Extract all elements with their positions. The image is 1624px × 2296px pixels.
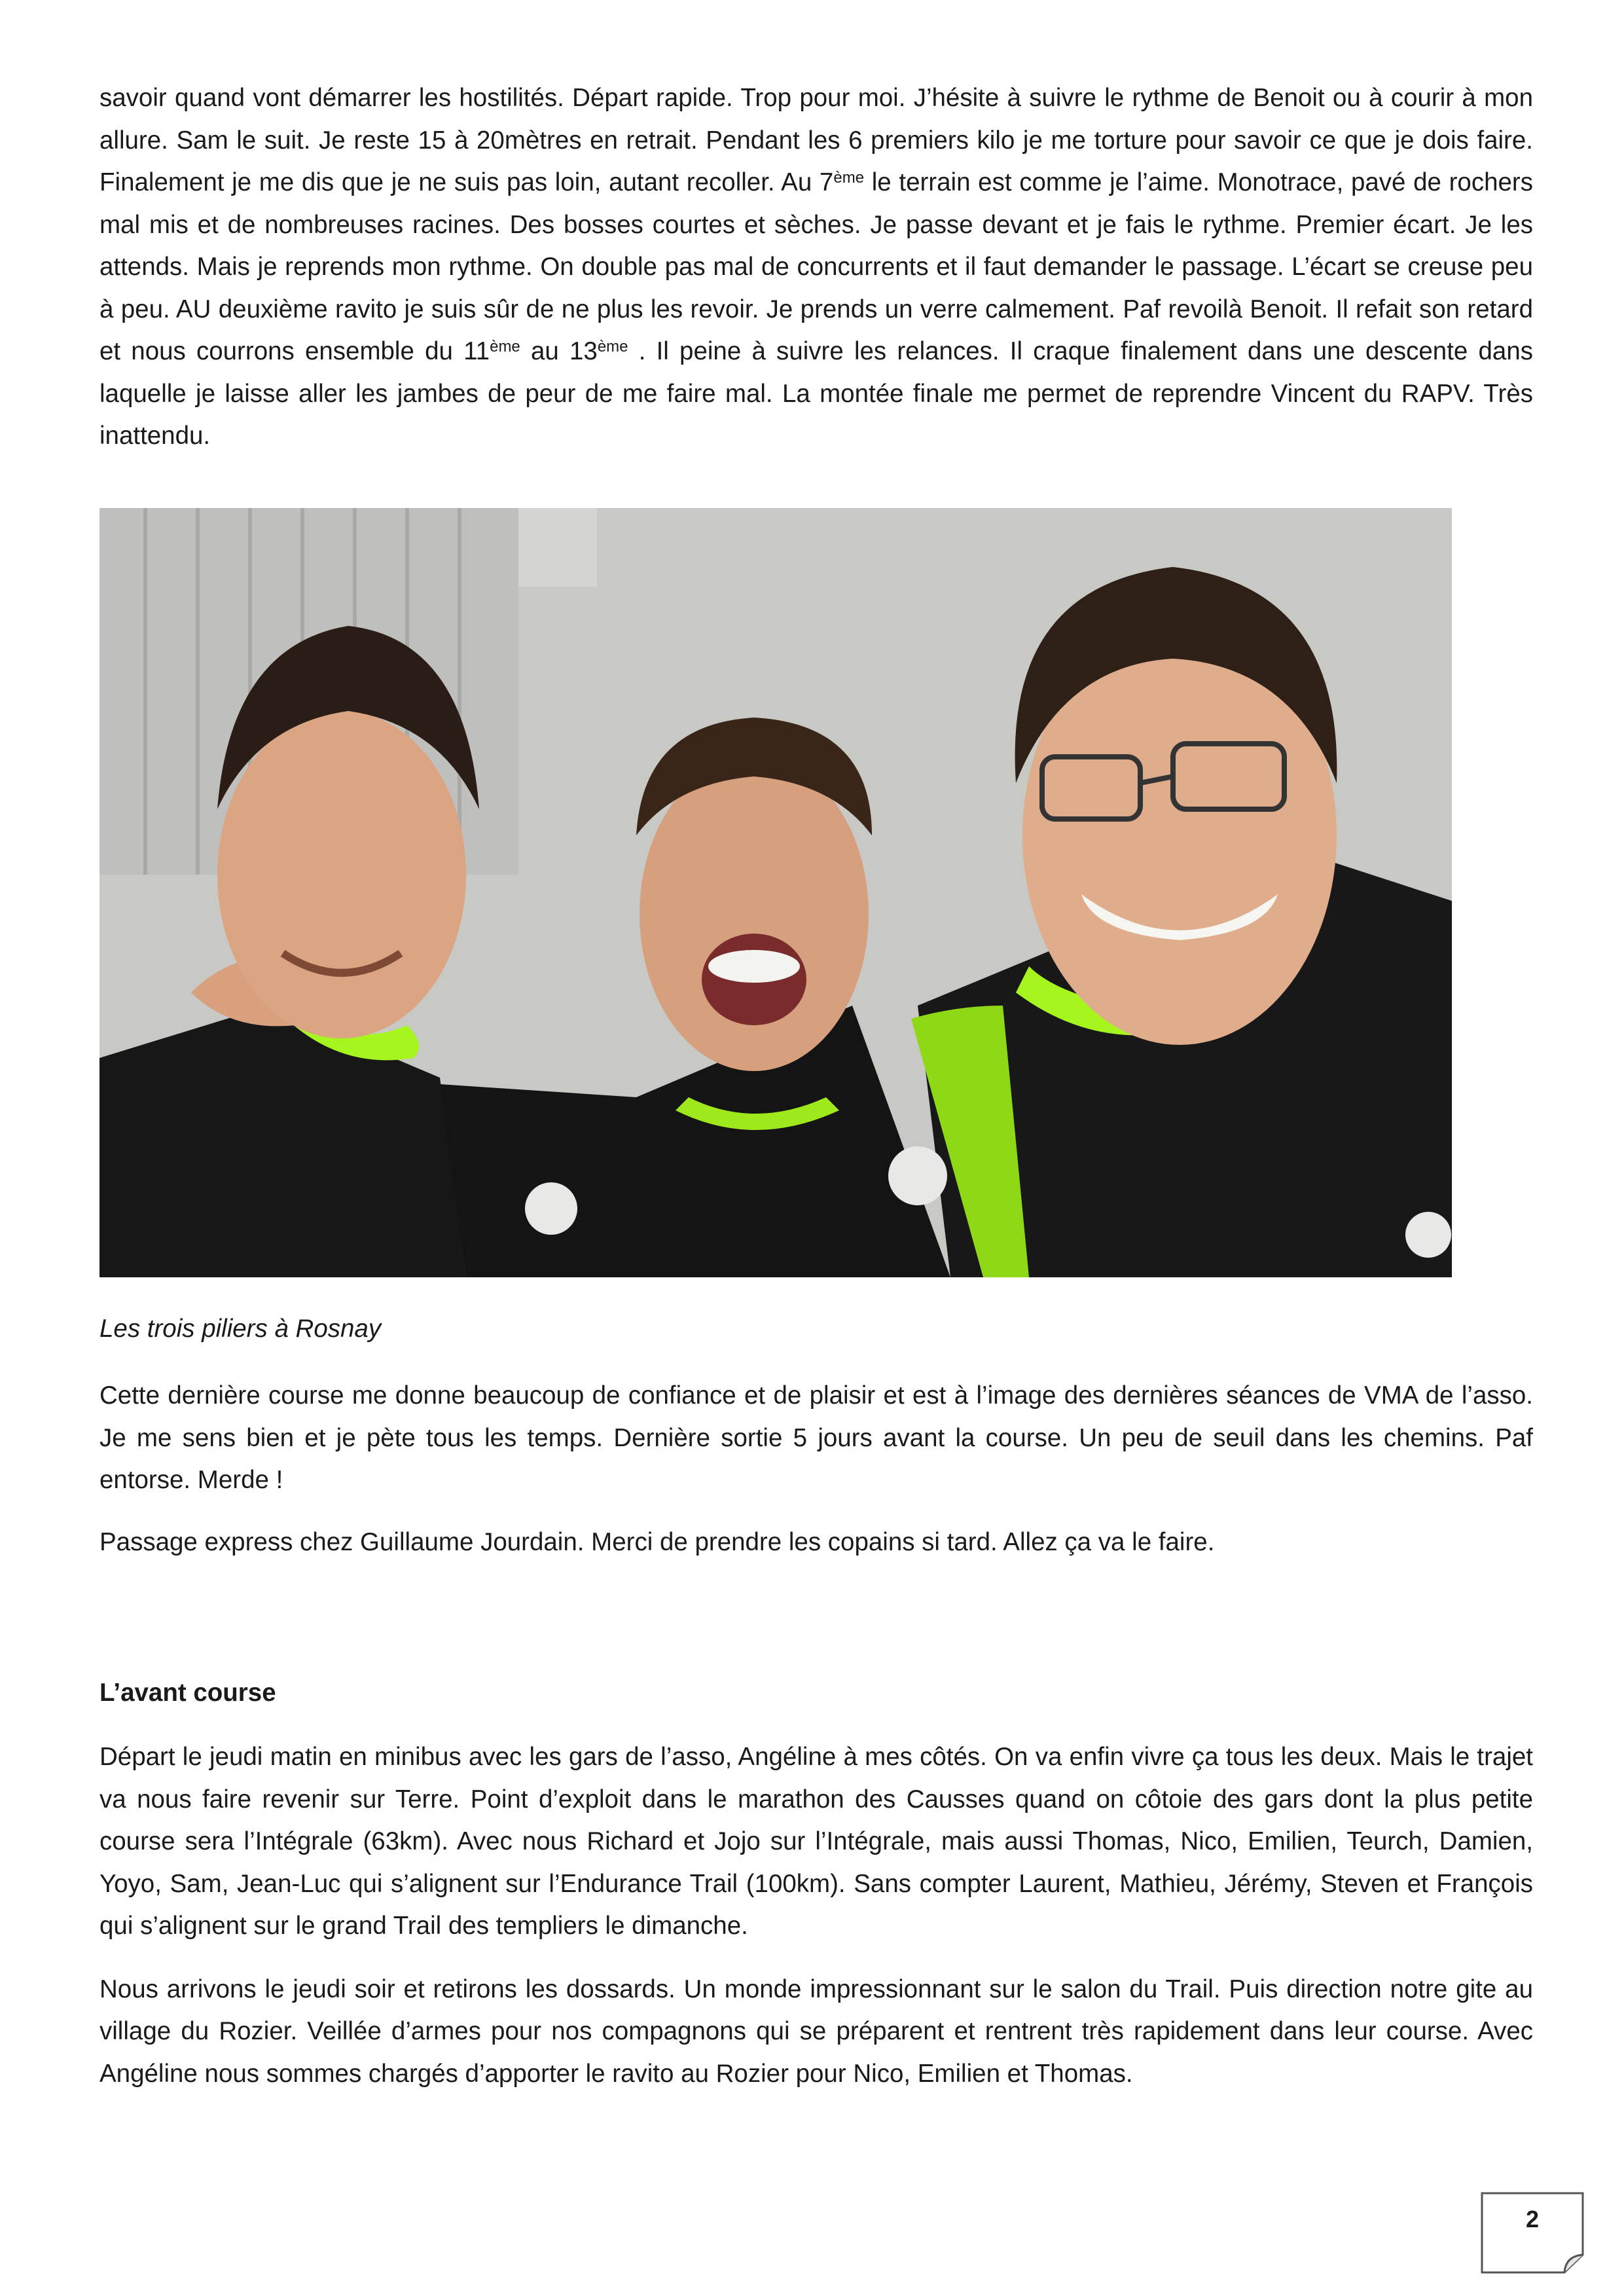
photo-illustration — [99, 508, 1452, 1277]
ordinal-suffix: ème — [490, 338, 520, 356]
intro-block — [99, 77, 1533, 458]
page-curl-icon — [1481, 2192, 1584, 2274]
ordinal-suffix: ème — [833, 169, 865, 187]
paragraph: Passage express chez Guillaume Jourdain. Merci de prendre les copains si tard. Allez ça va le faire. — [99, 1527, 1215, 1556]
text-run: le terrain est comme je l’aime. Monotrace, pavé de rochers mal mis et de nombreuses racines. Des bosses courtes et sèches. Je passe devant et je fais le rythme. Premier écart. Je les attends. Mais je reprends mon rythme. On double pas mal de concurrents et il faut demander le passage. L’écart se creuse peu à peu. AU deuxième ravito je suis sûr de ne plus les revoir. Je prends un verre calmement. Paf revoilà Benoit. Il refait son retard et nous courrons ensemble du 11 — [99, 168, 1533, 365]
section-paragraphs — [99, 1736, 1533, 2095]
intro-paragraph — [99, 77, 1533, 458]
text-run: savoir quand vont démarrer les hostilités. Départ rapide. Trop pour moi. J’hésite à suivre le rythme de Benoit ou à courir à mon allure. Sam le suit. Je reste 15 à 20mètres en retrait. Pendant les 6 premiers kilo je me torture pour savoir ce que je dois faire. Finalement je me dis que je ne suis pas loin, autant recoller. Au 7 — [99, 84, 1533, 196]
section-heading: L’avant course — [99, 1679, 276, 1707]
paragraph: Cette dernière course me donne beaucoup de confiance et de plaisir et est à l’image des dernières séances de VMA de l’asso. Je me sens bien et je pète tous les temps. Dernière sortie 5 jours avant la course. Un peu de seuil dans les chemins. Paf entorse. Merde ! — [99, 1381, 1533, 1494]
page-number-box — [1481, 2192, 1584, 2274]
middle-teeth — [708, 950, 800, 983]
paragraph: Nous arrivons le jeudi soir et retirons les dossards. Un monde impressionnant sur le salon du Trail. Puis direction notre gite au village du Rozier. Veillée d’armes pour nos compagnons qui se préparent et rentrent très rapidement dans leur course. Avec Angéline nous sommes chargés d’apporter le ravito au Rozier pour Nico, Emilien et Thomas. — [99, 1975, 1533, 2088]
ordinal-suffix: ème — [597, 338, 628, 356]
text-run: au 13 — [520, 337, 598, 365]
page-number: 2 — [1525, 2206, 1540, 2232]
paragraph: Départ le jeudi matin en minibus avec les gars de l’asso, Angéline à mes côtés. On va enfin vivre ça tous les deux. Mais le trajet va nous faire revenir sur Terre. Point d’exploit dans le marathon des Causses quand on côtoie des gars dont la plus petite course sera l’Intégrale (63km). Avec nous Richard et Jojo sur l’Intégrale, mais aussi Thomas, Nico, Emilien, Teurch, Damien, Yoyo, Sam, Jean-Luc qui s’alignent sur l’Endurance Trail (100km). Sans compter Laurent, Mathieu, Jérémy, Steven et François qui s’alignent sur le grand Trail des templiers le dimanche. — [99, 1743, 1533, 1940]
left-face — [217, 711, 466, 1038]
photo-caption: Les trois piliers à Rosnay — [99, 1315, 382, 1343]
middle-paragraphs — [99, 1375, 1533, 1563]
group-photo — [99, 508, 1452, 1277]
text-run: . Il peine à suivre les relances. Il craque finalement dans une descente dans laquelle je laisse aller les jambes de peur de me faire mal. La montée finale me permet de reprendre Vincent du RAPV. Très inattendu. — [99, 337, 1533, 450]
wall-corner — [518, 508, 597, 587]
